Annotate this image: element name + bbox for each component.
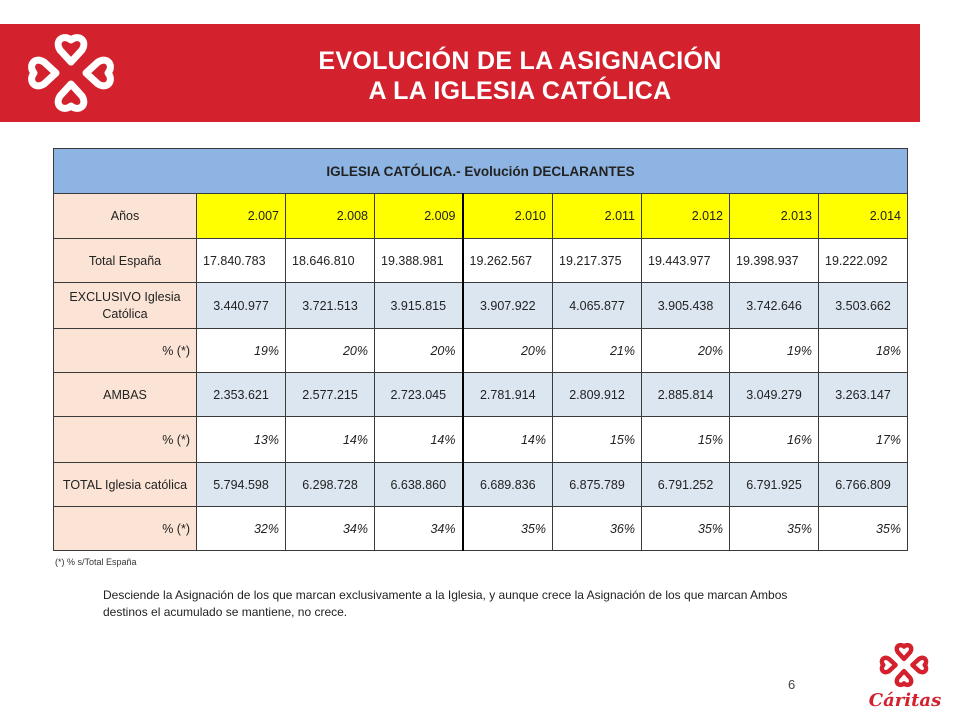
table-cell: 20% xyxy=(286,329,375,373)
table-cell: 6.689.836 xyxy=(463,463,553,507)
year-cell: 2.007 xyxy=(197,194,286,239)
table-row-pct-ambas xyxy=(54,417,908,463)
year-cell: 2.012 xyxy=(642,194,730,239)
table-cell: 15% xyxy=(642,417,730,463)
table-cell: 18.646.810 xyxy=(286,239,375,283)
table-row-pct-total xyxy=(54,507,908,551)
table-cell: 19.262.567 xyxy=(463,239,553,283)
table-title: IGLESIA CATÓLICA.- Evolución DECLARANTES xyxy=(54,149,908,194)
table-cell: 20% xyxy=(463,329,553,373)
table-cell: 3.721.513 xyxy=(286,283,375,329)
table-cell: 2.781.914 xyxy=(463,373,553,417)
year-cell: 2.014 xyxy=(819,194,908,239)
table-cell: 34% xyxy=(375,507,463,551)
table-row-total-iglesia xyxy=(54,463,908,507)
table-cell: 3.905.438 xyxy=(642,283,730,329)
year-cell: 2.010 xyxy=(463,194,553,239)
table-row-exclusivo xyxy=(54,283,908,329)
table-cell: 4.065.877 xyxy=(553,283,642,329)
table-cell: 17.840.783 xyxy=(197,239,286,283)
table-cell: 15% xyxy=(553,417,642,463)
table-cell: 3.742.646 xyxy=(730,283,819,329)
row-label: AMBAS xyxy=(54,373,197,417)
page-number: 6 xyxy=(788,677,796,692)
table-cell: 2.723.045 xyxy=(375,373,463,417)
table-cell: 16% xyxy=(730,417,819,463)
row-label-line-2: Católica xyxy=(102,306,148,321)
table-cell: 3.440.977 xyxy=(197,283,286,329)
table-cell: 20% xyxy=(375,329,463,373)
row-label: TOTAL Iglesia católica xyxy=(54,463,197,507)
table-title-row xyxy=(54,149,908,194)
table-cell: 21% xyxy=(553,329,642,373)
table-cell: 20% xyxy=(642,329,730,373)
table-cell: 6.791.252 xyxy=(642,463,730,507)
table-cell: 6.791.925 xyxy=(730,463,819,507)
table-cell: 2.885.814 xyxy=(642,373,730,417)
table-cell: 3.049.279 xyxy=(730,373,819,417)
table-cell: 6.298.728 xyxy=(286,463,375,507)
year-cell: 2.008 xyxy=(286,194,375,239)
declarants-table xyxy=(53,148,908,551)
table-cell: 35% xyxy=(463,507,553,551)
table-cell: 14% xyxy=(375,417,463,463)
row-label-line-1: EXCLUSIVO Iglesia xyxy=(69,289,181,304)
title-banner xyxy=(0,24,920,122)
table-cell: 6.875.789 xyxy=(553,463,642,507)
brand-name: Cáritas xyxy=(868,690,942,711)
row-label: % (*) xyxy=(54,329,197,373)
table-cell: 19.398.937 xyxy=(730,239,819,283)
years-header-row xyxy=(54,194,908,239)
row-label: % (*) xyxy=(54,417,197,463)
table-cell: 3.907.922 xyxy=(463,283,553,329)
table-cell: 14% xyxy=(286,417,375,463)
caritas-cross-icon xyxy=(876,642,932,688)
table-cell: 19.388.981 xyxy=(375,239,463,283)
title-line-1: EVOLUCIÓN DE LA ASIGNACIÓN xyxy=(318,47,722,75)
title-line-2: A LA IGLESIA CATÓLICA xyxy=(368,77,672,105)
table-cell: 6.638.860 xyxy=(375,463,463,507)
table-row-pct-exclusivo xyxy=(54,329,908,373)
table-cell: 34% xyxy=(286,507,375,551)
table-cell: 19.222.092 xyxy=(819,239,908,283)
caritas-cross-icon xyxy=(26,32,116,114)
table-cell: 35% xyxy=(819,507,908,551)
table-cell: 35% xyxy=(642,507,730,551)
table-cell: 32% xyxy=(197,507,286,551)
table-cell: 2.809.912 xyxy=(553,373,642,417)
row-label xyxy=(54,283,197,329)
table-row-total-espana xyxy=(54,239,908,283)
table-cell: 3.503.662 xyxy=(819,283,908,329)
year-cell: 2.009 xyxy=(375,194,463,239)
year-cell: 2.011 xyxy=(553,194,642,239)
table-cell: 19% xyxy=(730,329,819,373)
commentary-text: Desciende la Asignación de los que marcan exclusivamente a la Iglesia, y aunque crece la Asignación de los que marcan Ambos destinos el acumulado se mantiene, no crece. xyxy=(103,588,788,619)
table-cell: 6.766.809 xyxy=(819,463,908,507)
table-cell: 17% xyxy=(819,417,908,463)
table-cell: 19% xyxy=(197,329,286,373)
table-cell: 18% xyxy=(819,329,908,373)
table-cell: 36% xyxy=(553,507,642,551)
table-cell: 5.794.598 xyxy=(197,463,286,507)
page-title xyxy=(235,46,805,106)
table-cell: 14% xyxy=(463,417,553,463)
table-cell: 19.443.977 xyxy=(642,239,730,283)
table-row-ambas xyxy=(54,373,908,417)
table-cell: 13% xyxy=(197,417,286,463)
table-cell: 2.577.215 xyxy=(286,373,375,417)
table-cell: 19.217.375 xyxy=(553,239,642,283)
table-cell: 35% xyxy=(730,507,819,551)
row-label: % (*) xyxy=(54,507,197,551)
years-label: Años xyxy=(54,194,197,239)
row-label: Total España xyxy=(54,239,197,283)
table-cell: 2.353.621 xyxy=(197,373,286,417)
table-cell: 3.915.815 xyxy=(375,283,463,329)
table-footnote: (*) % s/Total España xyxy=(55,557,137,567)
table-cell: 3.263.147 xyxy=(819,373,908,417)
year-cell: 2.013 xyxy=(730,194,819,239)
